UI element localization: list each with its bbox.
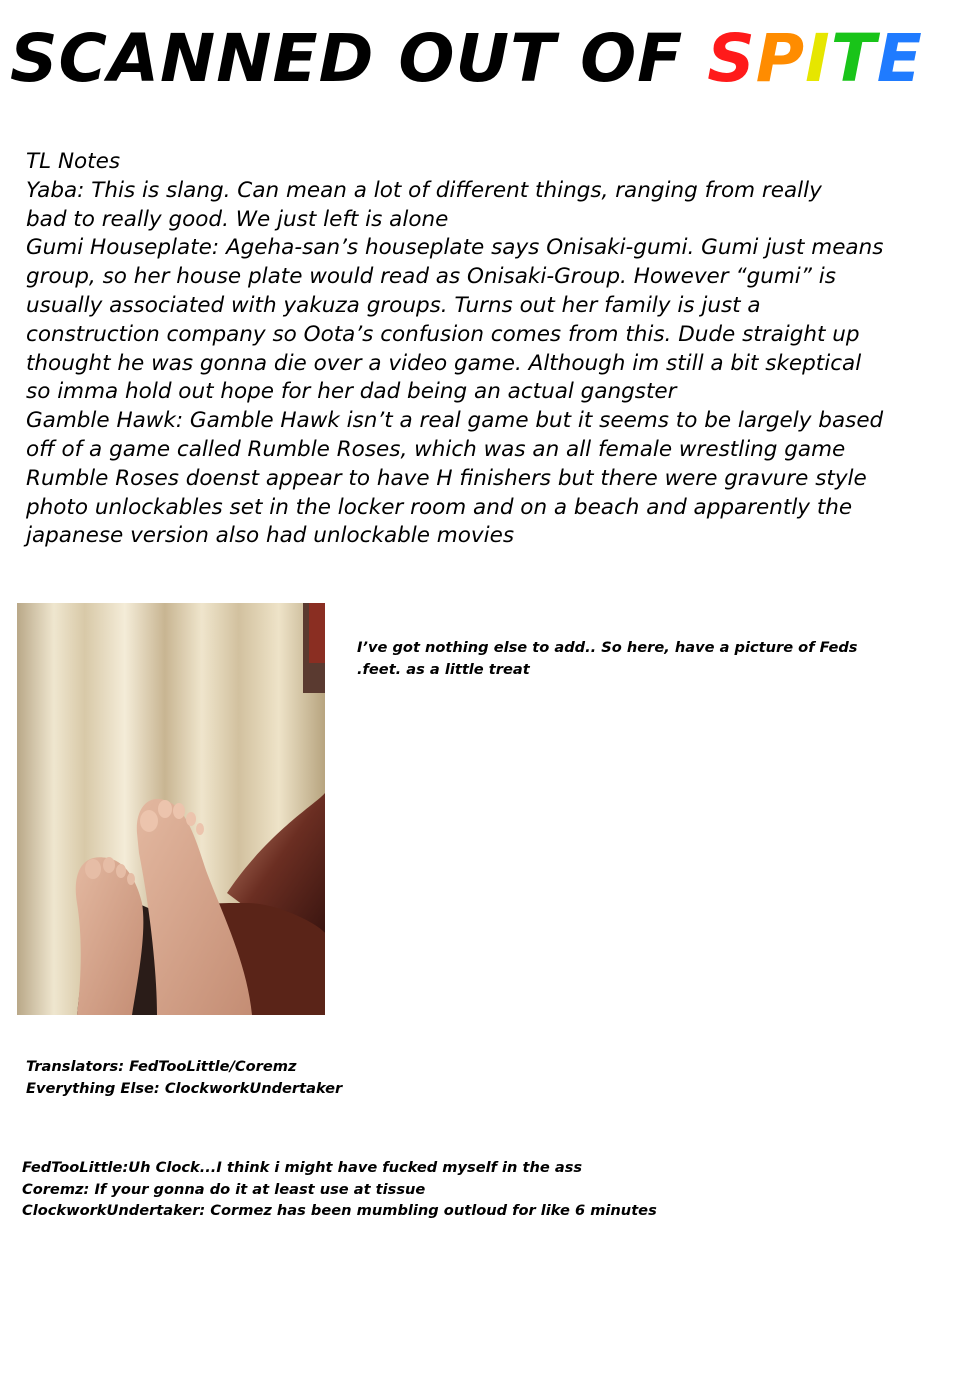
feet-photo-illustration	[17, 603, 325, 1015]
spite-letter-t: T	[830, 20, 877, 97]
tl-notes	[26, 148, 956, 551]
chat-line: Coremz: If your gonna do it at least use at tissue	[22, 1180, 426, 1198]
chat-log	[22, 1157, 782, 1222]
tl-notes-line: usually associated with yakuza groups. Turns out her family is just a	[26, 292, 761, 318]
tl-notes-heading: TL Notes	[26, 149, 121, 174]
title-spite-word	[707, 20, 923, 97]
credits-translators: Translators: FedTooLittle/Coremz	[26, 1058, 297, 1075]
aside-line: .feet. as a little treat	[357, 661, 530, 678]
tl-notes-line: thought he was gonna die over a video game. Although im still a bit skeptical	[26, 350, 862, 376]
spite-letter-i: I	[805, 20, 831, 97]
feet-photo	[17, 603, 325, 1015]
spite-letter-e: E	[876, 20, 923, 97]
chat-line: FedTooLittle:Uh Clock...I think i might have fucked myself in the ass	[22, 1159, 583, 1176]
tl-notes-line: Yaba: This is slang. Can mean a lot of different things, ranging from really	[26, 177, 822, 203]
tl-notes-line: bad to really good. We just left is alone	[26, 206, 449, 232]
tl-notes-line: Rumble Roses doenst appear to have H finishers but there were gravure style	[26, 465, 867, 491]
tl-notes-line: so imma hold out hope for her dad being an actual gangster	[26, 379, 677, 405]
title-text: SCANNED OUT OF	[10, 20, 708, 97]
aside-note	[357, 637, 937, 681]
tl-notes-line: off of a game called Rumble Roses, which was an all female wrestling game	[26, 436, 846, 462]
tl-notes-line: construction company so Oota’s confusion comes from this. Dude straight up	[26, 321, 860, 347]
spite-letter-p: P	[755, 20, 806, 97]
page-title	[10, 14, 955, 104]
aside-line: I’ve got nothing else to add.. So here, have a picture of Feds	[357, 639, 858, 656]
chat-line: ClockworkUndertaker: Cormez has been mumbling outloud for like 6 minutes	[22, 1202, 657, 1219]
tl-notes-line: photo unlockables set in the locker room and on a beach and apparently the	[26, 494, 853, 520]
credits-everything-else: Everything Else: ClockworkUndertaker	[26, 1080, 343, 1097]
spite-letter-s: S	[707, 20, 756, 97]
tl-notes-line: Gumi Houseplate: Ageha-san’s houseplate says Onisaki-gumi. Gumi just means	[26, 235, 884, 261]
tl-notes-line: group, so her house plate would read as Onisaki-Group. However “gumi” is	[26, 264, 836, 290]
tl-notes-line: japanese version also had unlockable movies	[26, 523, 515, 549]
credits	[26, 1056, 626, 1100]
tl-notes-line: Gamble Hawk: Gamble Hawk isn’t a real game but it seems to be largely based	[26, 408, 884, 434]
